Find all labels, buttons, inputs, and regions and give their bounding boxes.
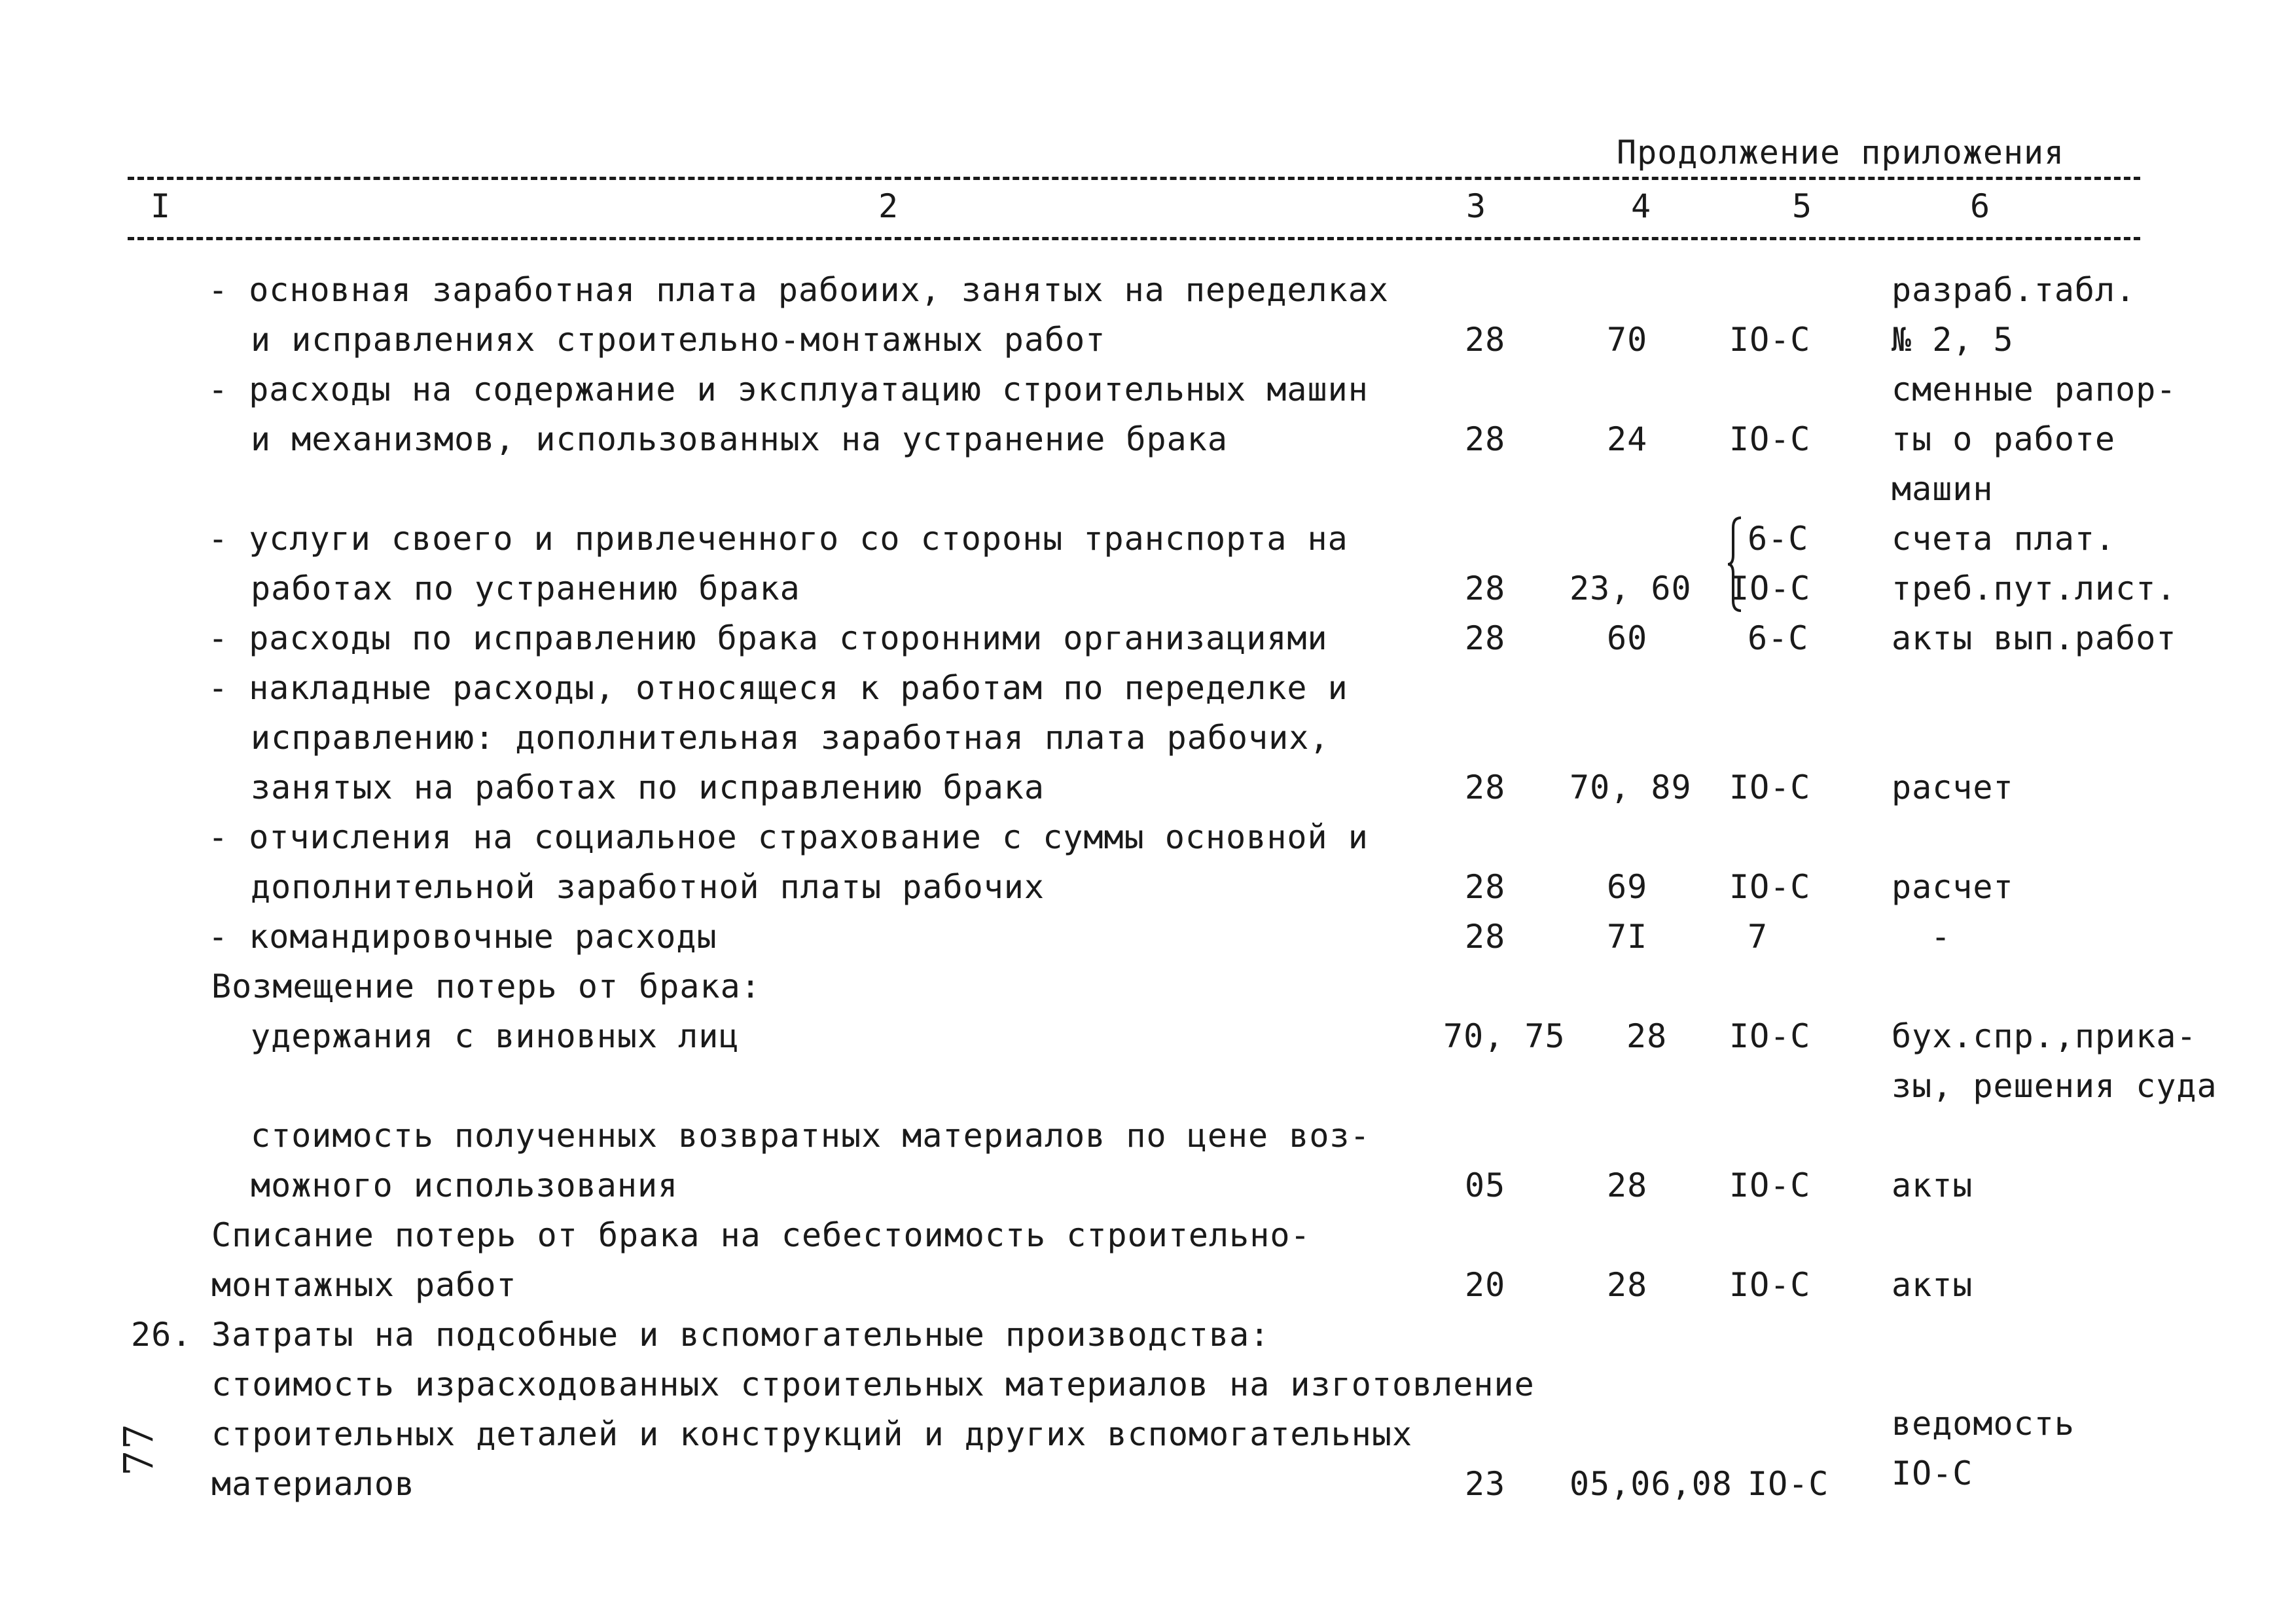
row12-text-line2: стоимость израсходованных строительных материалов на изготовление xyxy=(211,1365,1535,1403)
row2-col4: 24 xyxy=(1607,420,1648,458)
row1-col6-line1: разраб.табл. xyxy=(1892,271,2136,309)
row6-col6: расчет xyxy=(1892,868,2014,906)
row2-text-line1: - расходы на содержание и эксплуатацию строительных машин xyxy=(208,370,1369,408)
row10-col5: IO-C xyxy=(1729,1166,1811,1204)
row7-col3: 28 xyxy=(1465,918,1506,956)
row9-col6-line2: зы, решения суда xyxy=(1892,1067,2217,1105)
row7-text-line1: - командировочные расходы xyxy=(208,918,717,956)
row3-col6-line2: треб.пут.лист. xyxy=(1892,569,2177,607)
row4-text-line1: - расходы по исправлению брака сторонними организациями xyxy=(208,619,1328,657)
row1-col3: 28 xyxy=(1465,321,1506,359)
row12-col6-line1: ведомость xyxy=(1892,1405,2075,1443)
row10-col3: 05 xyxy=(1465,1166,1506,1204)
row12-item-number: 26. xyxy=(131,1316,192,1354)
row10-col4: 28 xyxy=(1607,1166,1648,1204)
row6-text-line2: дополнительной заработной платы рабочих xyxy=(251,868,1045,906)
header-title: Продолжение приложения xyxy=(1617,134,2065,171)
row7-col6: - xyxy=(1931,918,1952,956)
row9-text-line1: удержания с виновных лиц xyxy=(251,1017,740,1055)
page-number: 77 xyxy=(115,1423,162,1476)
row6-col4: 69 xyxy=(1607,868,1648,906)
row12-text-line3: строительных деталей и конструкций и других вспомогательных xyxy=(211,1415,1413,1453)
row12-col3: 23 xyxy=(1465,1465,1506,1503)
row5-col6: расчет xyxy=(1892,768,2014,806)
row9-col3: 70, 75 xyxy=(1443,1017,1566,1055)
row1-col4: 70 xyxy=(1607,321,1648,359)
row11-col5: IO-C xyxy=(1729,1266,1811,1304)
row11-col6: акты xyxy=(1892,1266,1973,1304)
row6-col5: IO-C xyxy=(1729,868,1811,906)
row5-col3: 28 xyxy=(1465,768,1506,806)
row1-col5: IO-C xyxy=(1729,321,1811,359)
column-header-4: 4 xyxy=(1631,187,1652,225)
row3-col3: 28 xyxy=(1465,569,1506,607)
row3-col5-line1: 6-C xyxy=(1748,520,1809,558)
row9-col5: IO-C xyxy=(1729,1017,1811,1055)
row11-text-line2: монтажных работ xyxy=(211,1266,517,1304)
row2-col6-line3: машин xyxy=(1892,470,1994,508)
row3-col4: 23, 60 xyxy=(1570,569,1692,607)
row3-col5-line2: IO-C xyxy=(1729,569,1811,607)
row1-text-line1: - основная заработная плата рабоиих, занятых на переделках xyxy=(208,271,1389,309)
row10-text-line2: можного использования xyxy=(251,1166,679,1204)
row12-col4: 05,06,08 xyxy=(1570,1465,1732,1503)
column-header-2: 2 xyxy=(878,187,899,225)
row4-col4: 60 xyxy=(1607,619,1648,657)
row4-col5: 6-C xyxy=(1748,619,1809,657)
column-header-5: 5 xyxy=(1792,187,1813,225)
row1-text-line2: и исправлениях строительно-монтажных работ xyxy=(251,321,1106,359)
row3-text-line1: - услуги своего и привлеченного со стороны транспорта на xyxy=(208,520,1348,558)
row4-col6: акты вып.работ xyxy=(1892,619,2177,657)
row2-text-line2: и механизмов, использованных на устранение брака xyxy=(251,420,1228,458)
row12-col6-line2: IO-C xyxy=(1892,1454,1973,1492)
row5-col5: IO-C xyxy=(1729,768,1811,806)
row5-text-line2: исправлению: дополнительная заработная плата рабочих, xyxy=(251,719,1330,757)
column-header-1: I xyxy=(151,187,171,225)
row11-text-line1: Списание потерь от брака на себестоимость строительно- xyxy=(211,1216,1311,1254)
row2-col5: IO-C xyxy=(1729,420,1811,458)
row5-text-line3: занятых на работах по исправлению брака xyxy=(251,768,1045,806)
row8-heading: Возмещение потерь от брака: xyxy=(211,967,761,1005)
row6-text-line1: - отчисления на социальное страхование с суммы основной и xyxy=(208,818,1369,856)
row9-col6-line1: бух.спр.,прика- xyxy=(1892,1017,2197,1055)
row12-text-line4: материалов xyxy=(211,1465,416,1503)
row11-col3: 20 xyxy=(1465,1266,1506,1304)
row9-col4: 28 xyxy=(1626,1017,1668,1055)
row11-col4: 28 xyxy=(1607,1266,1648,1304)
row6-col3: 28 xyxy=(1465,868,1506,906)
row4-col3: 28 xyxy=(1465,619,1506,657)
table-header-rule xyxy=(128,237,2140,240)
table-top-rule xyxy=(128,177,2140,180)
row5-col4: 70, 89 xyxy=(1570,768,1692,806)
row12-col5: IO-C xyxy=(1748,1465,1829,1503)
row10-text-line1: стоимость полученных возвратных материалов по цене воз- xyxy=(251,1117,1371,1155)
row12-text-line1: Затраты на подсобные и вспомогательные производства: xyxy=(211,1316,1270,1354)
column-header-6: 6 xyxy=(1970,187,1991,225)
row2-col6-line2: ты о работе xyxy=(1892,420,2116,458)
row7-col5: 7 xyxy=(1748,918,1768,956)
row10-col6: акты xyxy=(1892,1166,1973,1204)
row1-col6-line2: № 2, 5 xyxy=(1892,321,2014,359)
row3-text-line2: работах по устранению брака xyxy=(251,569,800,607)
row2-col6-line1: сменные рапор- xyxy=(1892,370,2177,408)
row7-col4: 7I xyxy=(1607,918,1648,956)
row2-col3: 28 xyxy=(1465,420,1506,458)
column-header-3: 3 xyxy=(1466,187,1487,225)
row3-col6-line1: счета плат. xyxy=(1892,520,2116,558)
row5-text-line1: - накладные расходы, относящеся к работам по переделке и xyxy=(208,669,1348,707)
